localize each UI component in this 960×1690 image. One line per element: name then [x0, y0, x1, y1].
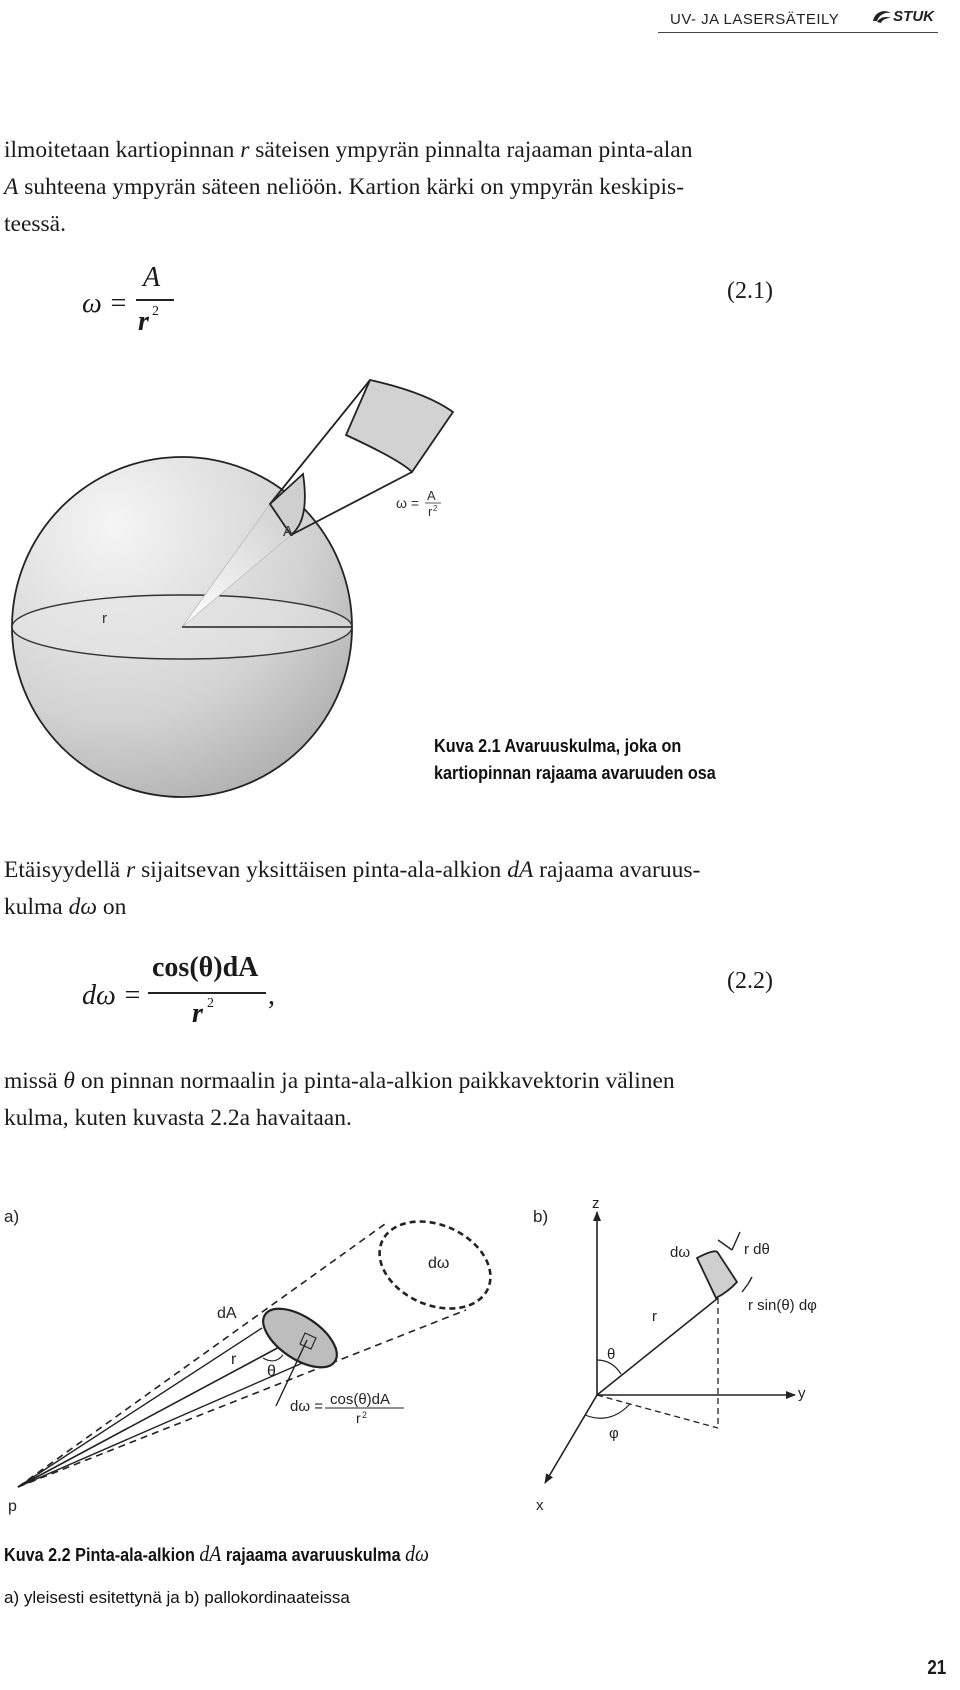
omega-num: A	[427, 488, 436, 503]
cone-edge-solid	[18, 1348, 337, 1487]
phi-label: φ	[609, 1425, 619, 1442]
text: kulma	[4, 894, 69, 920]
dw-label: dω	[428, 1255, 450, 1272]
formula-num: cos(θ)dA	[330, 1391, 391, 1408]
caption-line: kartiopinnan rajaama avaruuden osa	[434, 763, 716, 783]
radius-label: r	[102, 610, 107, 627]
text: rajaama avaruus-	[533, 857, 701, 883]
cone-edge-solid	[18, 1328, 262, 1487]
caption-text: rajaama avaruuskulma	[221, 1545, 406, 1565]
text: on	[96, 894, 127, 920]
figure-2-2	[0, 1185, 960, 1515]
text: Etäisyydellä	[4, 857, 127, 883]
caption-line: Kuva 2.1 Avaruuskulma, joka on	[434, 736, 682, 756]
area-label: A	[283, 523, 294, 540]
text: on pinnan normaalin ja pinta-ala-alkion paikkavektorin välinen	[74, 1068, 675, 1094]
dA-label: dA	[217, 1305, 237, 1322]
panel-b-label: b)	[533, 1207, 549, 1226]
running-header	[658, 8, 938, 33]
fraction-bar	[136, 299, 174, 301]
fraction-bar	[148, 992, 266, 994]
z-label: z	[592, 1195, 600, 1212]
eq-exponent: 2	[207, 996, 214, 1011]
text: säteisen ympyrän pinnalta rajaaman pinta-alan	[249, 137, 693, 163]
figure-2-1-caption	[434, 733, 716, 787]
omega-den: r	[428, 504, 433, 519]
text: ilmoitetaan kartiopinnan	[4, 137, 241, 163]
text: missä	[4, 1068, 64, 1094]
header-title: UV- JA LASERSÄTEILY	[670, 11, 840, 28]
equation-number-2-2: (2.2)	[727, 968, 773, 994]
equation-number-2-1: (2.1)	[727, 278, 773, 304]
eq-denominator: r	[138, 306, 149, 337]
eq-denominator: r	[192, 998, 203, 1029]
eq-exponent: 2	[152, 304, 159, 319]
theta-label: θ	[607, 1346, 616, 1363]
text: sijaitsevan yksittäisen pinta-ala-alkion	[135, 857, 508, 883]
y-label: y	[798, 1385, 806, 1402]
stuk-logo	[871, 8, 934, 25]
outer-patch	[346, 380, 453, 472]
caption-var-dw: dω	[405, 1541, 429, 1566]
var-theta: θ	[63, 1068, 75, 1094]
dim-bracket	[718, 1240, 732, 1250]
page-number: 21	[927, 1657, 946, 1679]
surface-patch	[697, 1251, 737, 1298]
eq-comma: ,	[268, 980, 275, 1011]
text: suhteena ympyrän säteen neliöön. Kartion kärki on ympyrän keskipis-	[18, 174, 685, 200]
paragraph-2	[4, 852, 794, 926]
eq-lhs: ω =	[82, 288, 128, 319]
panel-a-label: a)	[4, 1207, 20, 1226]
text: teessä.	[4, 211, 66, 237]
eq-numerator: A	[143, 262, 161, 293]
eq-numerator: cos(θ)dA	[152, 952, 259, 983]
formula-lhs: dω =	[290, 1398, 323, 1415]
stuk-emblem-icon	[871, 9, 893, 25]
r-sin-label: r sin(θ) dφ	[748, 1297, 817, 1314]
var-r: r	[240, 137, 250, 163]
formula-exp: 2	[362, 1410, 368, 1420]
figure-2-2-caption	[4, 1540, 429, 1569]
r-label: r	[231, 1351, 237, 1368]
dim-bracket	[742, 1284, 748, 1292]
caption-var-dA: dA	[199, 1541, 222, 1566]
formula-den: r	[356, 1410, 361, 1426]
phi-arc	[585, 1404, 630, 1418]
theta-label: θ	[267, 1363, 276, 1380]
cone-edge-dashed	[18, 1310, 466, 1487]
dim-bracket	[732, 1232, 740, 1250]
var-A: A	[4, 174, 19, 200]
logo-text: STUK	[893, 8, 934, 25]
r-label: r	[652, 1308, 657, 1325]
paragraph-3	[4, 1063, 794, 1137]
projection-dashed	[597, 1395, 718, 1428]
caption-text: Kuva 2.2 Pinta-ala-alkion	[4, 1545, 200, 1565]
theta-arc	[263, 1355, 283, 1361]
var-r: r	[126, 857, 136, 883]
dw-label: dω	[670, 1244, 691, 1261]
eq-lhs: dω =	[82, 980, 142, 1011]
r-dtheta-label: r dθ	[744, 1241, 770, 1258]
omega-label: ω =	[396, 495, 419, 511]
omega-exp: 2	[433, 504, 438, 513]
var-dA: dA	[507, 857, 534, 883]
text: kulma, kuten kuvasta 2.2a havaitaan.	[4, 1105, 352, 1131]
position-vector	[18, 1337, 298, 1487]
paragraph-1	[4, 132, 794, 243]
x-axis	[545, 1395, 597, 1483]
figure-2-2-caption-line2: a) yleisesti esitettynä ja b) pallokordinaateissa	[4, 1588, 350, 1607]
var-dw: dω	[68, 894, 97, 920]
p-label: p	[8, 1498, 17, 1515]
dim-bracket	[748, 1277, 752, 1284]
x-label: x	[536, 1497, 544, 1514]
